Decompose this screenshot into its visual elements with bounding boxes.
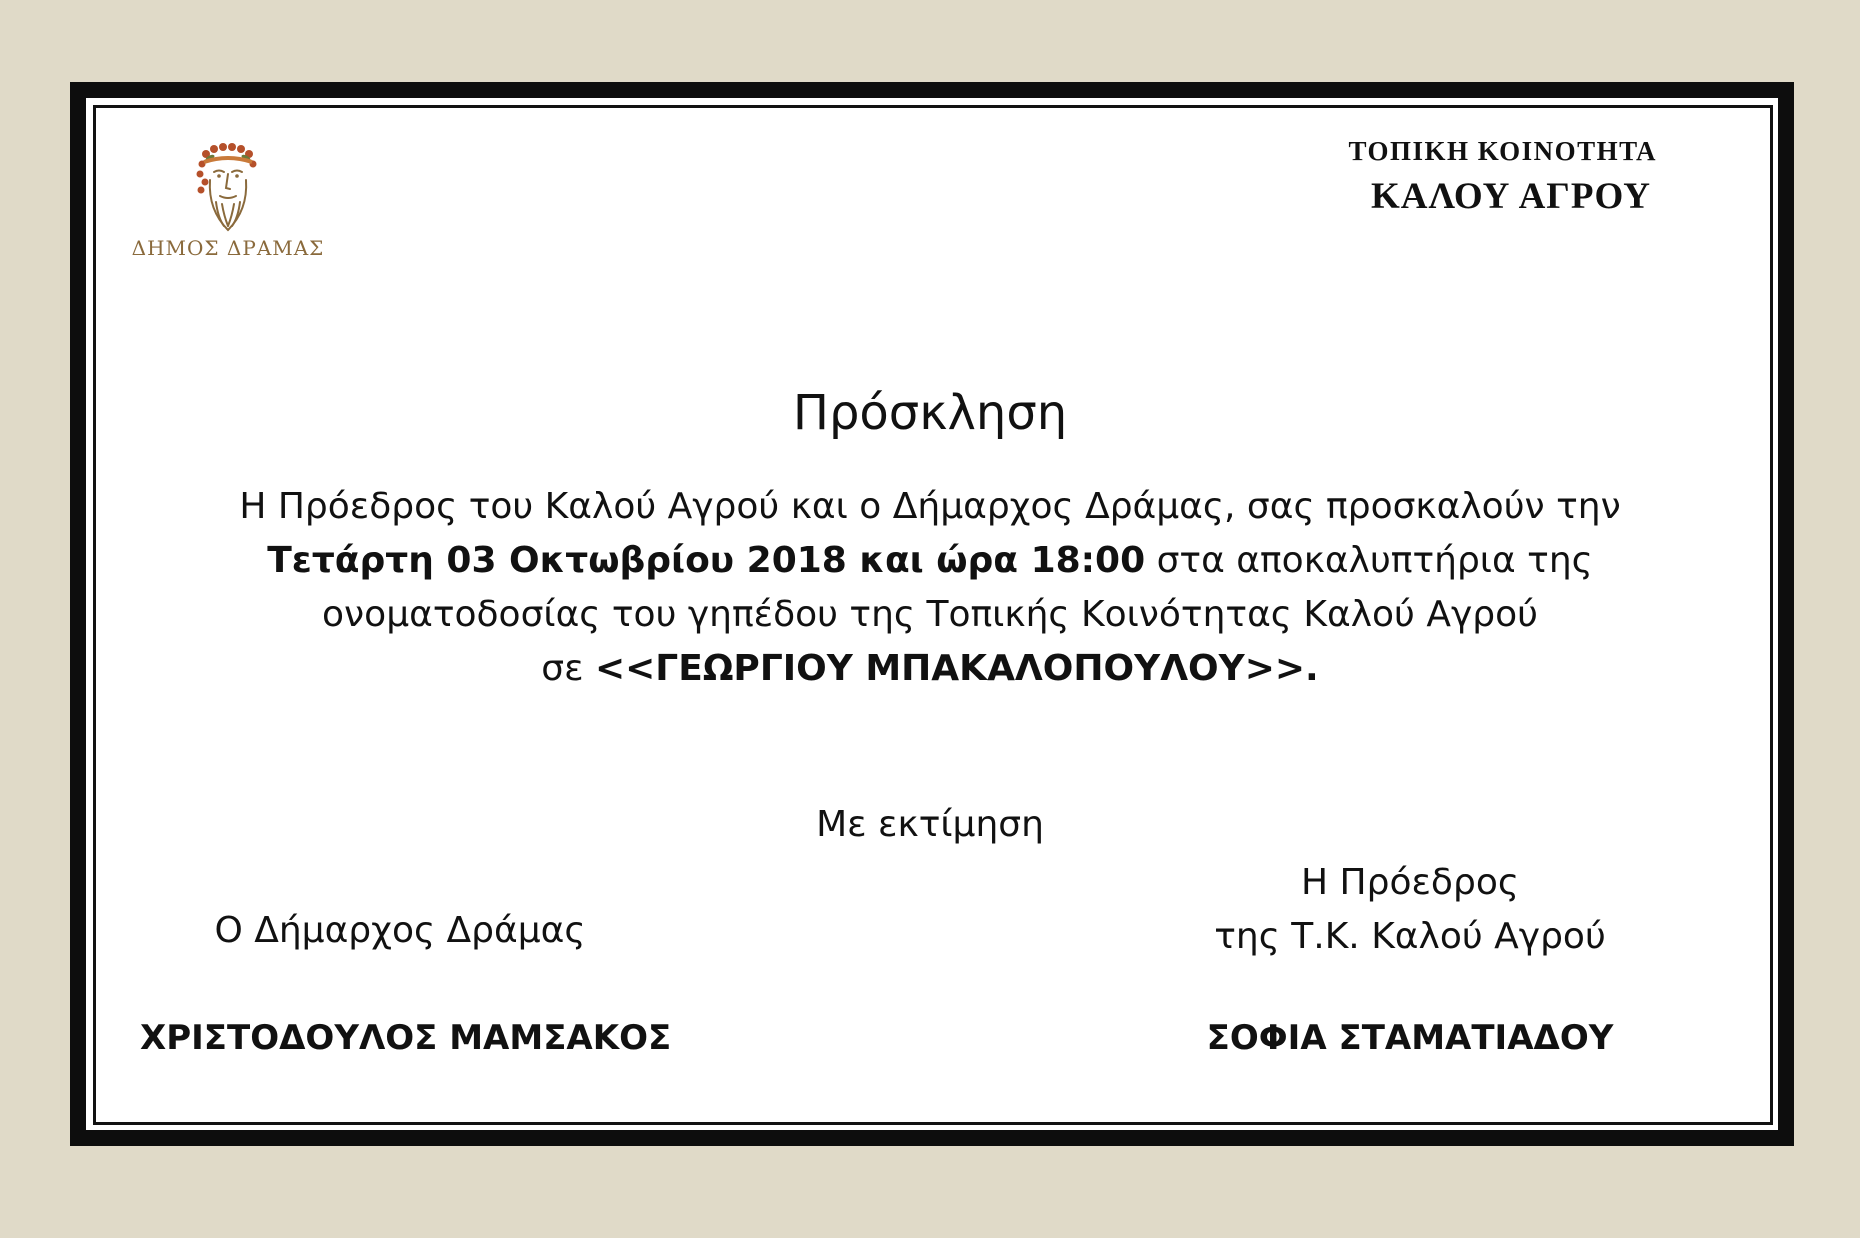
body-line-4-prefix: σε (541, 648, 595, 689)
community-heading (1348, 136, 1657, 218)
body-line-3-text: ονοματοδοσίας του γηπέδου της Τοπικής Κοινότητας Καλού Αγρού (322, 594, 1538, 635)
body-line-2-rest: στα αποκαλυπτήρια της (1145, 540, 1593, 581)
body-line-2 (150, 534, 1710, 588)
dionysus-head-icon (188, 140, 268, 236)
municipality-logo (118, 140, 338, 270)
president-title-line-2: της Τ.Κ. Καλού Αγρού (1214, 916, 1606, 957)
mayor-title: Ο Δήμαρχος Δράμας (214, 910, 586, 951)
body-line-1-text: Η Πρόεδρος του Καλού Αγρού και ο Δήμαρχος Δράμας, σας προσκαλούν την (239, 486, 1621, 527)
invitation-body (150, 480, 1710, 696)
body-line-3 (150, 588, 1710, 642)
event-date-time: Τετάρτη 03 Οκτωβρίου 2018 και ώρα 18:00 (267, 540, 1146, 581)
invitation-title: Πρόσκληση (792, 385, 1068, 441)
closing-phrase: Με εκτίμηση (816, 804, 1044, 845)
municipality-name: ΔΗΜΟΣ ΔΡΑΜΑΣ (131, 236, 325, 260)
president-title (1190, 856, 1630, 964)
community-name: ΚΑΛΟΥ ΑΓΡΟΥ (1370, 176, 1651, 217)
president-name: ΣΟΦΙΑ ΣΤΑΜΑΤΙΑΔΟΥ (1206, 1018, 1614, 1058)
body-line-4 (150, 642, 1710, 696)
body-line-1 (150, 480, 1710, 534)
president-title-line-1: Η Πρόεδρος (1301, 862, 1519, 903)
community-label: ΤΟΠΙΚΗ ΚΟΙΝΟΤΗΤΑ (1348, 136, 1657, 166)
mayor-name: ΧΡΙΣΤΟΔΟΥΛΟΣ ΜΑΜΣΑΚΟΣ (140, 1018, 672, 1058)
stadium-name: <<ΓΕΩΡΓΙΟΥ ΜΠΑΚΑΛΟΠΟΥΛΟΥ>>. (594, 648, 1319, 689)
